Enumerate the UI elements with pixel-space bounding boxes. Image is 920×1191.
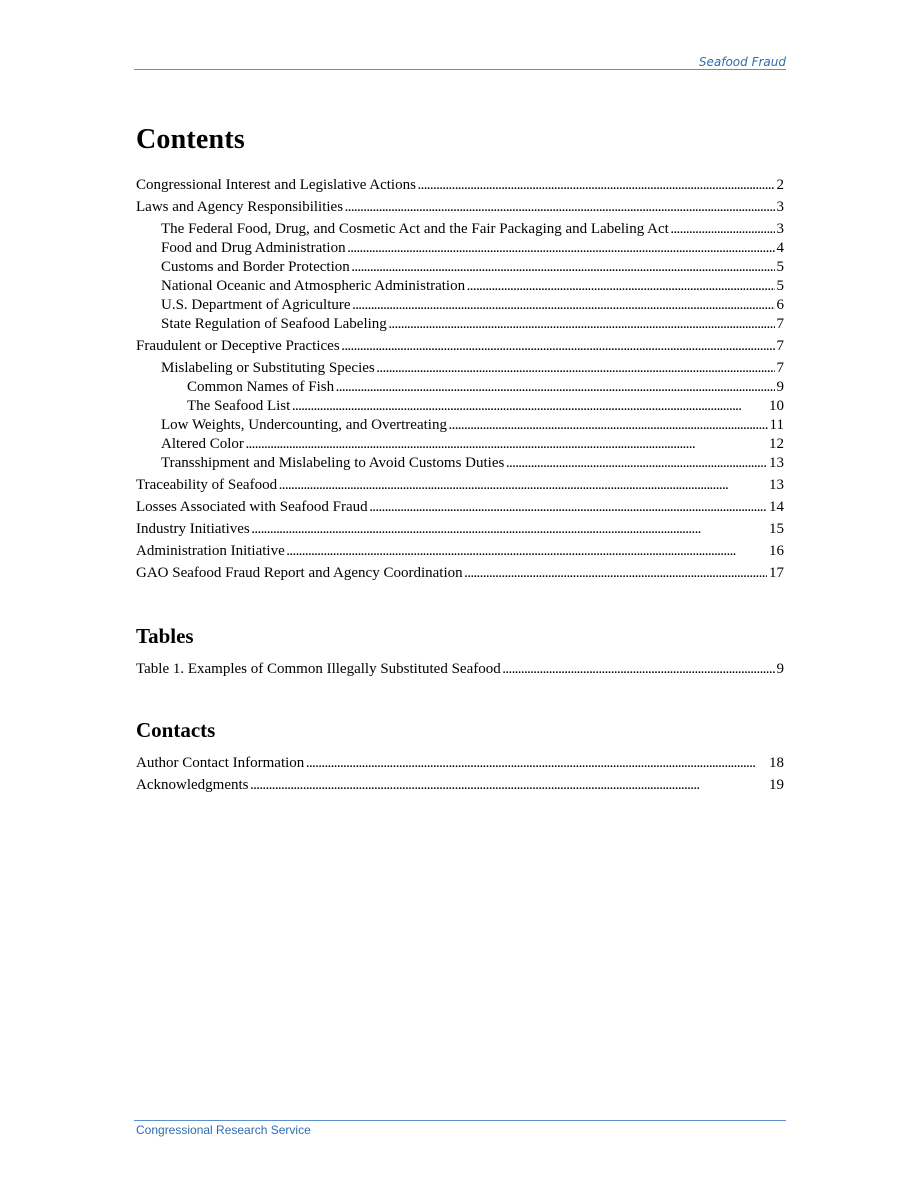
toc-entry[interactable] bbox=[136, 337, 784, 356]
toc-entry-page: 9 bbox=[776, 661, 784, 677]
toc-entry-title: Altered Color . . . bbox=[161, 435, 767, 454]
toc-entry-page: 4 bbox=[776, 240, 784, 256]
toc-entry-title: Congressional Interest and Legislative Actions . . . bbox=[136, 176, 775, 195]
toc-entry-page: 15 bbox=[769, 521, 784, 537]
toc-entry-page: 5 bbox=[776, 259, 784, 275]
toc-entry[interactable] bbox=[136, 397, 784, 416]
header-divider bbox=[134, 69, 786, 70]
toc-entry-title: Low Weights, Undercounting, and Overtreating . . . bbox=[161, 416, 768, 435]
contents-heading: Contents bbox=[136, 124, 245, 155]
toc-entry-page: 9 bbox=[776, 379, 784, 395]
toc-entry[interactable] bbox=[136, 435, 784, 454]
toc-entry[interactable] bbox=[136, 359, 784, 378]
toc-entry[interactable] bbox=[136, 660, 784, 679]
toc-entry-title: Table 1. Examples of Common Illegally Substituted Seafood . . . bbox=[136, 660, 775, 679]
contacts-heading: Contacts bbox=[136, 718, 216, 742]
toc-entry-title: Industry Initiatives . . . bbox=[136, 520, 767, 539]
toc-entry[interactable] bbox=[136, 378, 784, 397]
toc-entry-page: 7 bbox=[776, 316, 784, 332]
toc-entry[interactable] bbox=[136, 542, 784, 561]
toc-entry-title: Transshipment and Mislabeling to Avoid Customs Duties . . . bbox=[161, 454, 767, 473]
toc-entry[interactable] bbox=[136, 776, 784, 795]
toc-entry[interactable] bbox=[136, 476, 784, 495]
toc-entry-page: 3 bbox=[776, 221, 784, 237]
toc-entry[interactable] bbox=[136, 258, 784, 277]
toc-entry-title: Losses Associated with Seafood Fraud . . . bbox=[136, 498, 767, 517]
toc-entry-page: 17 bbox=[769, 565, 784, 581]
toc-entry[interactable] bbox=[136, 498, 784, 517]
toc-entry[interactable] bbox=[136, 454, 784, 473]
contents-list bbox=[136, 173, 784, 583]
toc-entry-page: 5 bbox=[776, 278, 784, 294]
toc-entry-title: National Oceanic and Atmospheric Administration . . . bbox=[161, 277, 775, 296]
toc-entry-title: The Seafood List . . . bbox=[187, 397, 767, 416]
toc-entry[interactable] bbox=[136, 277, 784, 296]
toc-entry-page: 13 bbox=[769, 455, 784, 471]
toc-entry[interactable] bbox=[136, 520, 784, 539]
toc-entry[interactable] bbox=[136, 315, 784, 334]
toc-entry[interactable] bbox=[136, 296, 784, 315]
footer-organization: Congressional Research Service bbox=[136, 1123, 311, 1137]
toc-entry[interactable] bbox=[136, 754, 784, 773]
toc-entry-title: GAO Seafood Fraud Report and Agency Coordination . . . bbox=[136, 564, 767, 583]
toc-entry-page: 18 bbox=[769, 755, 784, 771]
toc-entry-title: Fraudulent or Deceptive Practices . . . bbox=[136, 337, 775, 356]
toc-entry-page: 10 bbox=[769, 398, 784, 414]
toc-entry-title: Author Contact Information . . . bbox=[136, 754, 767, 773]
toc-entry-page: 16 bbox=[769, 543, 784, 559]
toc-entry-page: 6 bbox=[776, 297, 784, 313]
toc-entry-title: Administration Initiative . . . bbox=[136, 542, 767, 561]
toc-entry-title: Acknowledgments . . . bbox=[136, 776, 767, 795]
toc-entry-page: 13 bbox=[769, 477, 784, 493]
toc-entry-title: Customs and Border Protection . . . bbox=[161, 258, 775, 277]
toc-entry-title: State Regulation of Seafood Labeling . . . bbox=[161, 315, 775, 334]
tables-list bbox=[136, 657, 784, 679]
tables-heading: Tables bbox=[136, 624, 194, 648]
toc-entry-title: Traceability of Seafood . . . bbox=[136, 476, 767, 495]
toc-entry-page: 19 bbox=[769, 777, 784, 793]
toc-entry[interactable] bbox=[136, 220, 784, 239]
toc-entry-title: Common Names of Fish . . . bbox=[187, 378, 775, 397]
toc-entry[interactable] bbox=[136, 416, 784, 435]
toc-entry-title: U.S. Department of Agriculture . . . bbox=[161, 296, 775, 315]
contacts-list bbox=[136, 751, 784, 795]
toc-entry-page: 7 bbox=[776, 360, 784, 376]
toc-entry-page: 3 bbox=[776, 199, 784, 215]
toc-entry-title: Laws and Agency Responsibilities . . . bbox=[136, 198, 775, 217]
toc-entry-page: 2 bbox=[776, 177, 784, 193]
toc-entry-title: Food and Drug Administration . . . bbox=[161, 239, 775, 258]
toc-entry[interactable] bbox=[136, 239, 784, 258]
toc-entry-page: 11 bbox=[769, 417, 784, 433]
toc-entry[interactable] bbox=[136, 564, 784, 583]
footer-divider bbox=[134, 1120, 786, 1121]
toc-entry-page: 7 bbox=[776, 338, 784, 354]
toc-entry-page: 14 bbox=[769, 499, 784, 515]
toc-entry-page: 12 bbox=[769, 436, 784, 452]
toc-entry-title: Mislabeling or Substituting Species . . . bbox=[161, 359, 775, 378]
toc-entry[interactable] bbox=[136, 176, 784, 195]
toc-entry-title: The Federal Food, Drug, and Cosmetic Act and the Fair Packaging and Labeling Act . . . bbox=[161, 220, 775, 239]
running-header-title: Seafood Fraud bbox=[698, 55, 786, 69]
toc-entry[interactable] bbox=[136, 198, 784, 217]
